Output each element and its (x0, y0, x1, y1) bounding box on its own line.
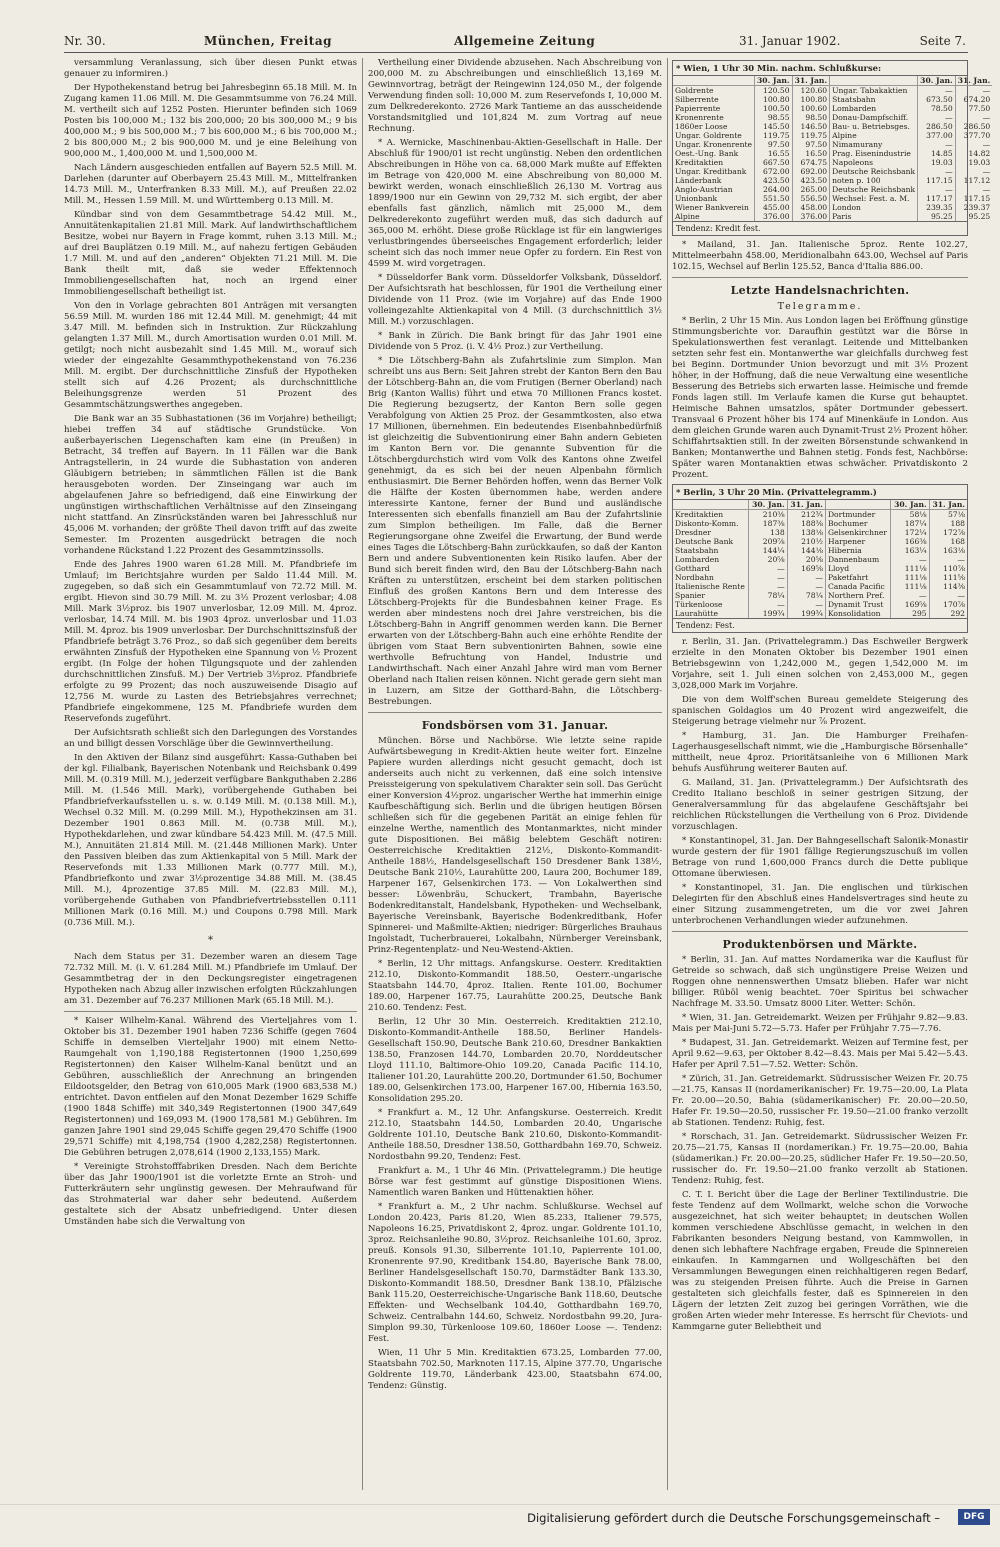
table-row (673, 537, 967, 546)
table-row (673, 510, 967, 520)
table-footer: Tendenz: Kredit fest. (673, 221, 967, 235)
table-cell: 20⅝ (749, 555, 787, 564)
table-cell: Dynamit Trust (825, 600, 890, 609)
header-cell: 30. Jan. (891, 500, 929, 510)
footer-credit: Digitalisierung gefördert durch die Deutsche Forschungsgemeinschaft – (0, 1504, 1000, 1531)
table-cell: Türkenloose (673, 600, 749, 609)
table-row (673, 582, 967, 591)
table-cell: 210½ (787, 537, 825, 546)
article-paragraph: * Wien, 31. Jan. Getreidemarkt. Weizen per Frühjahr 9.82—9.83. Mais per Mai-Juni 5.72—5.73. Hafer per Frühjahr 7.75—7.76. (672, 1013, 968, 1034)
table-cell: 376.00 (792, 212, 830, 221)
table-cell: Länderbank (673, 176, 755, 185)
table-cell: Staatsbahn (830, 95, 918, 104)
table-cell: 163⅛ (943, 546, 965, 555)
table-cell: Oest.-Ung. Bank (673, 149, 755, 158)
table-cell: Lloyd (825, 564, 890, 573)
section-star: * (208, 935, 213, 946)
table-row (673, 194, 992, 203)
table-cell: — (918, 86, 956, 96)
table-row (673, 131, 992, 140)
table-cell: Deutsche Reichsbank (830, 185, 918, 194)
table-cell: Deutsche Reichsbank (830, 167, 918, 176)
table-row (673, 95, 992, 104)
table-cell: 673.50 (918, 95, 956, 104)
table-cell: Dresdner (673, 528, 749, 537)
table-cell: Lombarden (673, 555, 749, 564)
article-paragraph: * Die Lötschberg-Bahn als Zufahrtslinie zum Simplon. Man schreibt uns aus Bern: Seit Jahren strebt der Kanton Bern den Bau der Lötschberg-Bahn an, die vom Frutigen (Berner Oberland) nach Brig (Kanton Wallis) führt und etwa 70 Millionen Francs kostet. Die Regierung bezugsertz, der Kanton Bern solle gegen Verabfolgung von Aktien 25 Proz. der Gesammtkosten, also etwa 17 Millionen, übernehmen. Ein bedeutendes Eisenbahnbedürfniß ist gleichzeitig die Subventionirung einer Bahn andern Gebieten im Kanton Bern vor. Die genannte Subvention für die Lötschbergdurchstich wird vom Volk des Kantons ohne Zweifel genehmigt, da es sich bei der neuen Alpenbahn förmlich enthusiasmirt. Die Berner Behörden hoffen, wenn das Berner Volk die Hälfte der Kosten übernommen habe, werden andere interessirte Kantone, ferner der Bund und ausländische Interessenten sich ebenfalls finanziell am Bau der Zufahrtslinie zum Simplon betheiligen. Im Falle, daß die Berner Regierungsorgane ohne Zweifel die Erwartung, der Bund werde eines Tages die Lötschberg-Bahn zurückkaufen, so daß der Kanton Bern und andere Subventionenten kein Risiko laufen. Aber der Bund sich bereit finden wird, den Bau der Lötschberg-Bahn nach Kräften zu unterstützen, erscheint bei dem starken politischen Einfluß des großen Kantons Bern und dem Interesse des Lötschberg-Projekts für die Bundesbahnen keiner Frage. Es werden aber mindestens noch drei Jahre verstreichen, bis die Lötschberg-Bahn in Angriff genommen werden kann. Die Berner erwarten von der Lötschberg-Bahn auch eine erhöhte Rendite der übrigen vom Staat Bern subventionirten Bahnen, sowie eine werthvolle Befruchtung von Handel, Industrie und Landwirthschaft. Nach einer Anzahl Jahre wird man vom Berner Oberland nach Italien reisen können. Nicht gerade gern sieht man in Luzern, am Sitze der Gotthard-Bahn, die Lötschberg-Bestrebungen. (368, 356, 662, 707)
table-header-row (673, 76, 992, 86)
table-cell: Ungar. Kreditbank (673, 167, 755, 176)
article-paragraph: Der Aufsichtsrath schließt sich den Darlegungen des Vorstandes an und billigt dessen Vorschläge über die Gewinnvertheilung. (64, 728, 357, 749)
table-cell: 144⅛ (787, 546, 825, 555)
table-cell: — (982, 140, 991, 149)
table-cell: Prag. Eisenindustrie (830, 149, 918, 158)
table-cell: Gotthard (673, 564, 749, 573)
table-cell: 119.75 (755, 131, 793, 140)
table-cell: Silberrente (673, 95, 755, 104)
table-row (673, 212, 992, 221)
table-cell: 78¼ (749, 591, 787, 600)
table-cell: Dannenbaum (825, 555, 890, 564)
table-heading: * Berlin, 3 Uhr 20 Min. (Privattelegramm.) (673, 485, 967, 500)
article-paragraph: Nach dem Status per 31. Dezember waren an diesem Tage 72.732 Mill. M. (i. V. 61.284 Mill. M.) Pfandbriefe im Umlauf. Der Gesammtbetrag der in den Deckungsregister eingetragenen Hypotheken nach Abzug aller inzwischen erfolgten Rückzahlungen am 31. Dezember auf 76.237 Millionen Mark (65.18 Mill. M.). (64, 952, 357, 1006)
table-cell: 146.50 (792, 122, 830, 131)
table-cell: Bau- u. Betriebsges. (830, 122, 918, 131)
article-paragraph: * A. Wernicke, Maschinenbau-Aktien-Gesellschaft in Halle. Der Abschluß für 1900/01 ist recht ungünstig. Neben den ordentlichen Abschreibungen in Höhe von ca. 68,000 Mark mußte auf Effekten im Betrage von 420,000 M. eine Abschreibung von 80,000 M. bewirkt werden, wonach einschließlich 26,130 M. Vortrag aus 1899/1900 nur ein Gewinn von 29,732 M. sich ergibt, der aber ebenfalls fast gänzlich, nämlich mit 25,000 M., dem Delkrederekonto zugeführt werden muß, das sich dadurch auf 365,000 M. erhöht. Diese große Rücklage ist für ein langwieriges verlustbringendes überseeisches Engagement erforderlich; leider scheint sich das noch immer neue Opfer zu fordern. Ein Rest von 4599 M. wird vorgetragen. (368, 138, 662, 269)
article-paragraph: * Frankfurt a. M., 12 Uhr. Anfangskurse. Oesterreich. Kredit 212.10, Staatsbahn 144.50, Lombarden 20.40, Ungarische Goldrente 101.10, Deutsche Bank 210.60, Diskonto-Kommandit-Antheile 188.50, Dresdner 138.50, Gotthardbahn 169.70, Schweiz. Nordostbahn 99.20, Tendenz: Fest. (368, 1108, 662, 1162)
table-row (673, 158, 992, 167)
article-paragraph: * Budapest, 31. Jan. Getreidemarkt. Weizen auf Termine fest, per April 9.62—9.63, per Oktober 8.42—8.43. Mais per Mai 5.42—5.43. Hafer per April 7.51—7.52. Wetter: Schön. (672, 1038, 968, 1070)
table-cell: — (918, 140, 956, 149)
table-cell: Spanier (673, 591, 749, 600)
table-cell: Anglo-Austrian (673, 185, 755, 194)
table-cell: 667.50 (755, 158, 793, 167)
table-row (673, 203, 992, 212)
table-cell: Alpine (830, 131, 918, 140)
table-cell: 100.50 (755, 104, 793, 113)
table-cell: Bochumer (825, 519, 890, 528)
table-cell: 166⅜ (891, 537, 929, 546)
table-cell: Ungar. Goldrente (673, 131, 755, 140)
article-paragraph: Von den in Vorlage gebrachten 801 Anträgen mit versangten 56.59 Mill. M. wurden 186 mit 12.44 Mill. M. genehmigt; 44 mit 3.47 Mill. M. befinden sich in Instruktion. Zur Rückzahlung gelangten 1.37 Mill. M., durch Amortisation wurden 0.01 Mill. M. getilgt; noch nicht ausbezahlt sind 1.45 Mill. M., worauf sich wieder der eingezahlte Gesammthypothekenstand von 76.236 Mill. M. ergibt. Der durchschnittliche Zinsfuß der Hypotheken stellt sich auf 4.26 Prozent; als durchschnittliche Beleihungsgrenze werden 51 Prozent des Gesammtschätzungswerthes angegeben. (64, 301, 357, 410)
table-cell: 138 (749, 528, 787, 537)
table-cell: 286.50 (918, 122, 956, 131)
table-cell: 100.80 (792, 95, 830, 104)
table-row (673, 600, 967, 609)
table-row (673, 573, 967, 582)
table-cell: 97.50 (755, 140, 793, 149)
table-cell: 674.20 (963, 95, 991, 104)
table-cell: Harpener (825, 537, 890, 546)
article-paragraph: Die von dem Wolff'schen Bureau gemeldete Steigerung des spanischen Goldagios um 40 Prozent wird angezweifelt, die Steigerung betrage vielmehr nur ⅞ Prozent. (672, 695, 968, 727)
table-row (673, 564, 967, 573)
table-cell: 172⅞ (943, 528, 965, 537)
table-cell: 172¼ (891, 528, 929, 537)
article-paragraph: Berlin, 12 Uhr 30 Min. Oesterreich. Kreditaktien 212.10, Diskonto-Kommandit-Antheile 188.50, Berliner Handels-Gesellschaft 150.90, Deutsche Bank 210.60, Dresdner Bankaktien 138.50, Franzosen 144.70, Lombarden 20.70, Norddeutscher Lloyd 111.10, Baltimore-Ohio 109.20, Canada Pacific 114.10, Italiener 101.20, Laurahütte 200.20, Dortmunder 61.50, Bochumer 189.00, Gelsenkirchen 173.00, Harpener 167.00, Hibernia 163.50, Konsolidation 295.20. (368, 1017, 662, 1104)
table-cell: Paris (830, 212, 918, 221)
table-row (673, 140, 992, 149)
article-paragraph: G. Mailand, 31. Jan. (Privattelegramm.) Der Aufsichtsrath des Credito Italiano beschloß in seiner gestrigen Sitzung, der Generalversammlung für das abgelaufene Geschäftsjahr bei reichlichen Rückstellungen die Vertheilung von 6 Proz. Dividende vorzuschlagen. (672, 778, 968, 832)
table-cell: 95.25 (968, 212, 991, 221)
table-cell: 111⅛ (891, 582, 929, 591)
table-cell: 97.50 (792, 140, 830, 149)
table-cell: 98.50 (792, 113, 830, 122)
table-cell: 1860er Loose (673, 122, 755, 131)
table-cell: 292 (950, 609, 965, 618)
table-cell: 77.50 (968, 104, 991, 113)
section-heading: Letzte Handelsnachrichten. (730, 284, 910, 297)
table-row (673, 176, 992, 185)
table-cell: — (891, 591, 929, 600)
table-cell: — (891, 555, 929, 564)
article-paragraph: * Zürich, 31. Jan. Getreidemarkt. Südrussischer Weizen Fr. 20.75—21.75, Kansas II (nordamerikanischer) Fr. 19.75—20.00, La Plata Fr. 20.00—20.50, Bahia (südamerikanischer) Fr. 20.00—20.50, Hafer Fr. 19.50—20.50, russischer Fr. 19.50—21.00 franko verzollt ab Stationen. Tendenz: Ruhig, fest. (672, 1074, 968, 1128)
table-cell: 556.50 (792, 194, 830, 203)
table-cell: 376.00 (755, 212, 793, 221)
table-cell: 168 (950, 537, 965, 546)
table-cell: 117.15 (963, 194, 991, 203)
table-row (673, 167, 992, 176)
table-cell: 100.80 (755, 95, 793, 104)
table-cell: 692.00 (792, 167, 830, 176)
article-paragraph: Frankfurt a. M., 1 Uhr 46 Min. (Privattelegramm.) Die heutige Börse war fest gestimmt auf günstige Dispositionen Wiens. Namentlich waren Banken und Hüttenaktien höher. (368, 1166, 662, 1198)
table-cell: Papierrente (673, 104, 755, 113)
table-row (673, 149, 992, 158)
table-cell: 295 (891, 609, 929, 618)
article-paragraph: * Konstantinopel, 31. Jan. Die englischen und türkischen Delegirten für den Abschluß eines Handelsvertrages sind heute zu einer Sitzung zusammengetreten, um die vor zwei Jahren unterbrochenen Verhandlungen wieder aufzunehmen. (672, 883, 968, 926)
article-paragraph: * Hamburg, 31. Jan. Die Hamburger Freihafen-Lagerhausgesellschaft nimmt, wie die „Hamburgische Börsenhalle“ mittheilt, neue 4proz. Prioritätsanleihe von 6 Millionen Mark behufs Ausführung weiterer Bauten auf. (672, 731, 968, 774)
table-cell: 117.15 (918, 176, 956, 185)
table-row (673, 104, 992, 113)
table-cell: 114⅜ (943, 582, 965, 591)
table-cell: Napoleons (830, 158, 918, 167)
table-cell: Deutsche Bank (673, 537, 749, 546)
table-cell: 111⅝ (943, 573, 965, 582)
table-cell: Donau-Dampfschiff. (830, 113, 918, 122)
table-cell: Hibernia (825, 546, 890, 555)
table-cell: 78¼ (787, 591, 825, 600)
table-cell: Canada Pacific (825, 582, 890, 591)
table-footer: Tendenz: Fest. (673, 618, 967, 632)
issue-number: Nr. 30. (64, 34, 106, 48)
article-paragraph: * Rorschach, 31. Jan. Getreidemarkt. Südrussischer Weizen Fr. 20.75—21.75, Kansas II (nordamerikan.) Fr. 19.75—20.00, Bahia (südamerikan.) Fr. 20.00—20.25, südlicher Hafer Fr. 19.50—20.50, russischer do. Fr. 19.50—21.00 franko verzollt ab Stationen. Tendenz: Ruhig, fest. (672, 1132, 968, 1186)
dfg-logo: DFG (958, 1509, 990, 1525)
table-cell: Nimamurany (830, 140, 918, 149)
table-cell: 100.60 (792, 104, 830, 113)
table-row (673, 591, 967, 600)
table-cell: 209⅞ (749, 537, 787, 546)
table-cell: 20⅝ (787, 555, 825, 564)
table-cell: 120.50 (755, 86, 793, 96)
table-cell: Ungar. Tabakaktien (830, 86, 918, 96)
divider (368, 712, 662, 713)
table-cell: Wechsel: Fest. a. M. (830, 194, 918, 203)
table-cell: Lombarden (830, 104, 918, 113)
table-cell: noten p. 100 (830, 176, 918, 185)
column-3 (672, 58, 991, 1490)
table-cell: 95.25 (918, 212, 956, 221)
table-cell: 423.50 (755, 176, 793, 185)
table-cell: Staatsbahn (673, 546, 749, 555)
table-row (673, 546, 967, 555)
table-cell: Diskonto-Komm. (673, 519, 749, 528)
table-cell: 169⅝ (891, 600, 929, 609)
table-cell: Northern Pref. (825, 591, 890, 600)
table-cell: 239.37 (963, 203, 991, 212)
section-heading: Fondsbörsen vom 31. Januar. (421, 719, 609, 732)
table-cell: — (918, 113, 956, 122)
table-cell: — (749, 564, 787, 573)
article-paragraph: * Berlin, 12 Uhr mittags. Anfangskurse. Oesterr. Kreditaktien 212.10, Diskonto-Kommandit 188.50, Oesterr.-ungarische Staatsbahn 144.70, 4proz. Italien. Rente 101.00, Bochumer 189.00, Harpener 167.75, Laurahütte 200.25, Deutsche Bank 210.60. Tendenz: Fest. (368, 959, 662, 1013)
table-row (673, 528, 967, 537)
header-cell: 30. Jan. (918, 76, 956, 86)
table-row (673, 113, 992, 122)
table-cell: 138⅛ (787, 528, 825, 537)
article-paragraph: * Mailand, 31. Jan. Italienische 5proz. Rente 102.27, Mittelmeerbahn 458.00, Meridionalbahn 643.00, Wechsel auf Paris 102.15, Wechsel auf Berlin 125.52, Banca d'Italia 886.00. (672, 240, 968, 272)
table-cell: 120.60 (792, 86, 830, 96)
table-cell: 16.55 (755, 149, 793, 158)
table-cell: 78.50 (918, 104, 956, 113)
table-cell: 377.70 (963, 131, 991, 140)
header-cell: 31. Jan. (792, 76, 830, 86)
table-cell: — (749, 573, 787, 582)
article-paragraph: * Bank in Zürich. Die Bank bringt für das Jahr 1901 eine Dividende von 5 Proz. (i. V. 4½ Proz.) zur Vertheilung. (368, 331, 662, 352)
kurs-table (673, 500, 967, 618)
table-cell: Alpine (673, 212, 755, 221)
table-cell: Ungar. Kronenrente (673, 140, 755, 149)
header-cell: 31. Jan. (787, 500, 825, 510)
issue-date: 31. Januar 1902. (739, 34, 841, 48)
table-cell: 170⅞ (943, 600, 965, 609)
article-paragraph: * Vereinigte Strohstofffabriken Dresden. Nach dem Berichte über das Jahr 1900/1901 ist die vorletzte Ernte an Stroh- und Futterkräutern sehr ungünstig gewesen. Der Mehraufwand für das Strohmaterial war daher sehr bedeutend. Außerdem gestaltete sich der Absatz unbefriedigend. Unter diesen Umständen habe sich die Verwaltung von (64, 1162, 357, 1227)
table-cell: Nordbahn (673, 573, 749, 582)
paper-title: Allgemeine Zeitung (454, 34, 596, 48)
table-heading: * Wien, 1 Uhr 30 Min. nachm. Schlußkurse: (673, 61, 967, 76)
article-paragraph: * Düsseldorfer Bank vorm. Düsseldorfer Volksbank, Düsseldorf. Der Aufsichtsrath hat beschlossen, für 1901 die Vertheilung einer Dividende von 11 Proz. (wie im Vorjahre) auf das Ende 1900 volleingezahlte Aktienkapital von 4 Mill. (3 durchschnittlich 3½ Mill. M.) vorzuschlagen. (368, 273, 662, 327)
table-cell: — (918, 185, 956, 194)
header-cell: 31. Jan. (929, 500, 967, 510)
table-cell: 188⅜ (787, 519, 825, 528)
header-cell (673, 76, 755, 86)
article-paragraph: Ende des Jahres 1900 waren 61.28 Mill. M. Pfandbriefe im Umlauf; im Berichtsjahre wurden per Saldo 11.44 Mill. M. zugegeben, so daß sich ein Gesammtumlauf von 72.72 Mill. M. ergibt. Hievon sind 30.79 Mill. M. zu 3½ Prozent verlosbar; 4.08 Mill. Mark 3½proz. bis 1907 unverlosbar, 12.09 Mill. M. 4proz. verlosbar, 14.74 Mill. M. bis 1903 4proz. unverlosbar und 11.03 Mill. M. 4proz. bis 1909 unverlosbar. Der Durchschnittszinsfuß der Pfandbriefe beträgt 3.76 Proz., so daß sich gegenüber dem bereits erwähnten Zinsfuß der Hypotheken eine Spannung von ½ Prozent ergibt. (In Folge der hohen Tilgungsquote und der zahlenden durchschnittlichen Zinsfuß. M.) Der Vertrieb 3½proz. Pfandbriefe erfolgte zu 99 Prozent; das noch auszuweisende Disagio auf 12,756 M. wurde zu Lasten des Betriebsjahres verrechnet; Pfandbriefe eingekommene, 125 M. Pfandbriefe wurden dem Reservefonds zugeführt. (64, 560, 357, 724)
table-row (673, 185, 992, 194)
column-1 (64, 58, 357, 1490)
table-cell: 672.00 (755, 167, 793, 176)
table-cell: 458.00 (792, 203, 830, 212)
table-cell: 14.85 (918, 149, 956, 158)
table-cell: — (982, 113, 991, 122)
article-paragraph: Kündbar sind von dem Gesammtbetrage 54.42 Mill. M., Annuitätenkapitalien 21.81 Mill. Mark. Auf landwirthschaftlichem Besitze, wobei nur Bayern in Frage kommt, ruhen 3.13 Mill. M.; auf drei Bauplätzen 0.19 Mill. M., auf nahezu fertigen Gebäuden 1.7 Mill. M. und auf den „anderen“ Objekten 71.21 Mill. M. Die Bank theilt mit, daß sie weder Effektennoch Immobiliengesellschaften hat, noch an irgend einer Immobiliengesellschaft betheiligt ist. (64, 210, 357, 297)
table-cell: — (787, 600, 825, 609)
table-cell: Gelsenkirchner (825, 528, 890, 537)
table-cell: — (957, 591, 965, 600)
table-cell: 14.82 (968, 149, 991, 158)
section-subheading: Telegramme. (777, 301, 863, 312)
header-cell (825, 500, 890, 510)
header-cell: 31. Jan. (955, 76, 992, 86)
table-cell: 187¼ (891, 519, 929, 528)
table-cell: 163¼ (891, 546, 929, 555)
header-cell: 30. Jan. (755, 76, 793, 86)
city-day: München, Freitag (204, 34, 333, 48)
table-cell: Dortmunder (825, 510, 890, 520)
table-cell: Konsolidation (825, 609, 890, 618)
section-heading: Produktenbörsen und Märkte. (722, 938, 918, 951)
table-cell: Goldrente (673, 86, 755, 96)
column-2 (368, 58, 662, 1490)
table-cell: 551.50 (755, 194, 793, 203)
table-cell: 265.00 (792, 185, 830, 194)
table-cell: 117.17 (918, 194, 956, 203)
table-row (673, 519, 967, 528)
table-cell: 111⅛ (891, 573, 929, 582)
table-cell: 264.00 (755, 185, 793, 194)
article-paragraph: In den Aktiven der Bilanz sind ausgeführt: Kassa-Guthaben bei der kgl. Filialbank, Bayerischen Notenbank und Reichsbank 0.499 Mill. M. (0.319 Mill. M.), jederzeit verfügbare Bankguthaben 2.286 Mill. M. (1.546 Mill. Mark), vorübergehende Guthaben bei Pfandbriefverkaufsstellen u. s. w. 0.149 Mill. M. (0.138 Mill. M.), Wechsel 0.32 Mill. M. (0.299 Mill. M.), Hypothekzinsen am 31. Dezember 1901 0.863 Mill. M. (0.738 Mill. M.), Hypothekdarlehen, und zwar kündbare 54.423 Mill. M. (47.5 Mill. M.), Annuitäten 21.814 Mill. M. (21.448 Millionen Mark). Unter den Passiven bleiben das zum Aktienkapital von 5 Mill. Mark der Reservefonds mit 1.33 Millionen Mark (0.777 Mill. M.), Pfandbriefkonto und zwar 3½prozentige 34.88 Mill. M. (38.45 Mill. M.), 4prozentige 37.85 Mill. M. (22.83 Mill. M.), vorübergehende Guthaben von Pfandbriefvertriebsstellen 0.111 Millionen Mark (0.16 Mill. M.) und Coupons 0.798 Mill. Mark (0.736 Mill. M.). (64, 753, 357, 928)
article-paragraph: C. T. I. Bericht über die Lage der Berliner Textilindustrie. Die feste Tendenz auf dem Wollmarkt, welche schon die Vorwoche ausgezeichnet, hat sich weiter behauptet; in deutschen Wollen kommen verschiedene Abschlüsse gemacht, in welchen in den Fabrikanten besonders Neigung bestand, von Kammwollen, in denen sich lebhaftere Nachfrage ergaben, Freude die Spinnereien einkaufen. In Kammgarnen und Wollgeschäften bei den Versammlungen Bewegungen einen reichhaltigeren regen Bedarf, was zu steigenden Preisen führte. Auch die Preise in Garnen gestalteten sich gleichfalls fester, daß es Spinnereien in den Lägern der letzten Zeit zuzog bei geringen Vorräthen, wie die großen Arten wieder mehr Interesse. Es herrscht für Cheviots- und Kammgarne guter Beliebtheit und (672, 1190, 968, 1332)
table-header-row (673, 500, 967, 510)
table-cell: Kreditaktien (673, 158, 755, 167)
table-cell: — (982, 167, 991, 176)
page-number: Seite 7. (919, 34, 966, 48)
table-cell: 145.50 (755, 122, 793, 131)
article-paragraph: Vertheilung einer Dividende abzusehen. Nach Abschreibung von 200,000 M. zu Abschreibungen und einschließlich 13,169 M. Gewinnvortrag, beträgt der Reingewinn 124,050 M., der folgende Verwendung finden soll: 10,000 M. zum Reservefonds I, 10,000 M. zum Delkrederekonto. 2726 Mark Tantieme an das ausscheidende Vorstandsmitglied und 101,824 M. zum Vortrag auf neue Rechnung. (368, 58, 662, 134)
table-row (673, 555, 967, 564)
article-paragraph: Die Bank war an 35 Subhastationen (36 im Vorjahre) betheiligt; hiebei treffen 34 auf städtische Grundstücke. Von außerbayerischen Liegenschaften kam eine (in Preußen) in Betracht, 34 treffen auf Bayern. In 11 Fällen war die Bank Antragstellerin, in 24 wurde die Subhastation von anderen Gläubigern betrieben; in sämmtlichen Fällen ist die Bank herausgeboten worden. Der Zinseingang war auch im abgelaufenen Jahre so befriedigend, daß eine Einwirkung der ungünstigen wirthschaftlichen Verhältnisse auf den Zinseingang nicht stattfand. An Zinsrückständen waren bei Jahresschluß nur 45,006 M. vorhanden; der größte Theil davon trifft auf das zweite Semester. Im Prozenten ausgedrückt betragen die noch vorhandene Rückstand 1.22 Prozent des Gesammtzinssolls. (64, 414, 357, 556)
divider (672, 931, 968, 932)
table-cell: Laurahütte (673, 609, 749, 618)
table-cell: — (787, 582, 825, 591)
header-cell: 30. Jan. (749, 500, 787, 510)
divider (672, 277, 968, 278)
table-cell: — (918, 167, 956, 176)
table-cell: 423.50 (792, 176, 830, 185)
table-cell: 111⅛ (891, 564, 929, 573)
table-cell: — (749, 582, 787, 591)
header-cell (673, 500, 749, 510)
table-cell: 16.50 (792, 149, 830, 158)
table-cell: 210⅜ (749, 510, 787, 520)
table-cell: 57⅛ (947, 510, 965, 519)
article-paragraph: München. Börse und Nachbörse. Wie letzte seine rapide Aufwärtsbewegung in Kredit-Aktien heute weiter fort. Einzelne Papiere wurden allerdings nicht gesucht gemacht, doch ist anderseits auch nicht zu verkennen, daß eine solch intensive Preissteigerung von spekulativem Charakter sein soll. Das Gerücht einer Konversion 4½proz. ungarischer Werthe hat immerhin einige Kaufbeschäftigung sich. Berlin und die übrigen heutigen Börsen schließen sich für die gegebenen Parität an einige fehlen für einzelne Werthe, namentlich des Montanmarktes, nicht minder gute Dispositionen. Bei mäßig belebtem Geschäft notiren: Oesterreichische Kreditaktien 212½, Diskonto-Kommandit-Antheile 188½, Handelsgesellschaft 150 Dresdener Bank 138½, Deutsche Bank 210½, Laurahütte 200, Laura 200, Bochumer 189, Harpener 167, Gelsenkirchen 173. — Von Lokalwerthen sind besser: Löwenbräu, Schuckert, Trambahn, Bayerische Bodenkreditanstalt, Handelsbank, Hypotheken- und Wechselbank, Bayerische Vereinsbank, Bayerische Bodenkreditbank, Hofer Spinnerei- und Maßmilte-Aktien; niedriger: Bürgerliches Brauhaus Ingolstadt, Tucherbrauerei, Lokalbahn, Nürnberger Vereinsbank, Prinz-Regentenplatz- und Neu-Westend-Aktien. (368, 736, 662, 955)
table-cell: 110⅞ (943, 564, 965, 573)
header-cell (830, 76, 918, 86)
table-cell: 117.12 (963, 176, 991, 185)
newspaper-page (64, 28, 991, 1490)
article-paragraph: * Frankfurt a. M., 2 Uhr nachm. Schlußkurse. Wechsel auf London 20.423, Paris 81.20, Wien 85.233, Italiener 79.575, Napoleons 16.25, Privatdiskont 2, 4proz. ungar. Goldrente 101.10, 3proz. Reichsanleihe 90.80, 3½proz. Reichsanleihe 101.60, 3proz. preuß. Konsols 91.30, Silberrente 101.10, Papierrente 101.00, Kronenrente 97.90, Kreditbank 154.80, Bayerische Bank 78.00, Berliner Handelsgesellschaft 150.70, Darmstädter Bank 133.30, Diskonto-Kommandit 188.50, Dresdner Bank 138.10, Pfälzische Bank 115.20, Oesterreichische-Ungarische Bank 118.60, Deutsche Effekten- und Wechselbank 104.40, Gotthardbahn 169.70, Schweiz. Centralbahn 144.60, Schweiz. Nordostbahn 99.20, Jura-Simplon 99.30, Türkenloose 109.60, 1860er Loose —. Tendenz: Fest. (368, 1202, 662, 1344)
table-cell: 169⅝ (787, 564, 825, 573)
table-cell: 19.03 (968, 158, 991, 167)
masthead (64, 28, 968, 53)
table-cell: 187⅜ (749, 519, 787, 528)
divider (64, 1011, 357, 1012)
kurs-table (673, 76, 992, 221)
table-cell: London (830, 203, 918, 212)
table-cell: Paketfahrt (825, 573, 890, 582)
table-cell: — (982, 185, 991, 194)
table-cell: 377.00 (918, 131, 956, 140)
table-cell: — (982, 86, 991, 95)
article-paragraph: versammlung Veranlassung, sich über diesen Punkt etwas genauer zu informiren.) (64, 58, 357, 79)
table-cell: 674.75 (792, 158, 830, 167)
table-cell: Kreditaktien (673, 510, 749, 520)
wien-kurse-table (672, 60, 991, 236)
table-row (673, 86, 992, 96)
table-cell: 455.00 (755, 203, 793, 212)
article-paragraph: * Kaiser Wilhelm-Kanal. Während des Vierteljahres vom 1. Oktober bis 31. Dezember 1901 haben 7236 Schiffe (gegen 7604 Schiffe in demselben Vierteljahr 1900) mit einem Netto-Raumgehalt von 1,190,188 Registertonnen (1900 1,250,699 Registertonnen) den Kaiser Wilhelm-Kanal benützt und an Gebühren, ausschließlich der Anrechnung an bringenden Eildootsgelder, den Betrag von 610,005 Mark (1900 683,538 M.) entrichtet. Davon entfielen auf den Monat Dezember 1629 Schiffe (1900 1848 Schiffe) mit 340,349 Registertonnen (1900 347,649 Registertonnen) und 169,093 M. (1900 178,581 M.) Gebühren. Im ganzen Jahre 1901 sind 29,045 Schiffe gegen 29,470 Schiffe (1900 29,571 Schiffe) mit 4,198,754 (1900 4,282,258) Registertonnen. Die Gebühren betrugen 2,078,614 (1900 2,133,155) Mark. (64, 1016, 357, 1158)
table-cell: Wiener Bankverein (673, 203, 755, 212)
table-cell: 199¾ (749, 609, 787, 618)
table-cell: 188 (950, 519, 965, 528)
table-cell: 119.75 (792, 131, 830, 140)
table-cell: 286.50 (963, 122, 991, 131)
table-cell: Italienische Rente (673, 582, 749, 591)
table-cell: 98.55 (755, 113, 793, 122)
table-cell: — (749, 600, 787, 609)
table-row (673, 122, 992, 131)
table-cell: — (787, 573, 825, 582)
article-paragraph: Wien, 11 Uhr 5 Min. Kreditaktien 673.25, Lombarden 77.00, Staatsbahn 702.50, Marknoten 117.15, Alpine 377.70, Ungarische Goldrente 119.70, Länderbank 423.00, Staatsbahn 674.00, Tendenz: Günstig. (368, 1348, 662, 1391)
table-cell: 144¼ (749, 546, 787, 555)
table-cell: Kronenrente (673, 113, 755, 122)
table-cell: 239.35 (918, 203, 956, 212)
article-paragraph: * Berlin, 31. Jan. Auf mattes Nordamerika war die Kauflust für Getreide so schwach, daß sich ungünstigere Preise Weizen und Roggen ohne nennenswerthen Umsatz blieben. Hafer war nicht billiger. Rüböl wenig beachtet. 70er Spiritus bei schwacher Nachfrage M. 33.50. Umsatz 8000 Liter. Wetter: Schön. (672, 955, 968, 1009)
article-paragraph: * Berlin, 2 Uhr 15 Min. Aus London lagen bei Eröffnung günstige Stimmungsberichte vor. Daraufhin gestützt war die Börse in Spekulationswerthen fest veranlagt. Leitende und Mittelbanken setzten sehr fest ein. Montanwerthe war gleichfalls durchweg fest bei Beginn. Dortmunder Union bevorzugt und mit 3½ Prozent höher, in der Hoffnung, daß die neue Verwaltung eine wesentliche Besserung des Betriebs sich erwarten lasse. Heimische und fremde Fonds lagen still. Im Verlaufe kamen die Kurse gut behauptet. Heimische Bahnen umsatzlos, später Dortmunder gebessert. Transvaal 6 Prozent höher bis 174 auf Minenkäufe in London. Aus dem gleichen Grunde waren auch Dynamit-Trust 2½ Prozent höher. Schiffahrtsaktien still. In der zweiten Börsenstunde schwankend in Banken; Montanwerthe und Bahnen stetig. Fonds fest, Nachbörse: Später waren Montanaktien etwas schwächer. Privatdiskonto 2 Prozent. (672, 316, 968, 480)
table-cell: 199¾ (787, 609, 825, 618)
table-cell: 19.03 (918, 158, 956, 167)
article-paragraph: r. Berlin, 31. Jan. (Privattelegramm.) Das Eschweiler Bergwerk erzielte in den Monaten Oktober bis Dezember 1901 einen Betriebsgewinn von 1,242,000 M., gegen 1,542,000 M. im Vorjahre, seit 1. Juli einen solchen von 2,453,000 M., gegen 3,028,000 Mark im Vorjahre. (672, 637, 968, 691)
table-cell: — (957, 555, 965, 564)
article-paragraph: * Konstantinopel, 31. Jan. Der Bahngesellschaft Salonik-Monastir wurde gestern der für 1901 fällige Regierungszuschuß im vollen Betrage von rund 1,600,000 Francs durch die Dette publique Ottomane überwiesen. (672, 836, 968, 879)
berlin-kurse-table (672, 484, 968, 633)
table-cell: Unionbank (673, 194, 755, 203)
table-cell: 58⅛ (891, 510, 929, 520)
article-paragraph: Nach Ländern ausgeschieden entfallen auf Bayern 52.5 Mill. M. Darlehen (darunter auf Oberbayern 25.43 Mill. M., Mittelfranken 14.73 Mill. M., Unterfranken 8.33 Mill. M.), auf Preußen 22.02 Mill. M., Hessen 1.59 Mill. M. und Württemberg 0.13 Mill. M. (64, 163, 357, 206)
table-row (673, 609, 967, 618)
article-paragraph: Der Hypothekenstand betrug bei Jahresbeginn 65.18 Mill. M. In Zugang kamen 11.06 Mill. M. Die Gesammtsumme von 76.24 Mill. M. vertheilt sich auf 1252 Posten. Hierunter befinden sich 1069 Posten bis 100,000 M.; 132 bis 200,000; 20 bis 300,000 M.; 9 bis 400,000 M.; 9 bis 500,000 M.; 7 bis 600,000 M.; 6 bis 700,000 M.; 2 bis 800,000 M.; 2 bis 900,000 M. und je eine Beleihung von 900,000 M., 1,400,000 M. und 1,500,000 M. (64, 83, 357, 159)
table-cell: 212¾ (787, 510, 825, 520)
